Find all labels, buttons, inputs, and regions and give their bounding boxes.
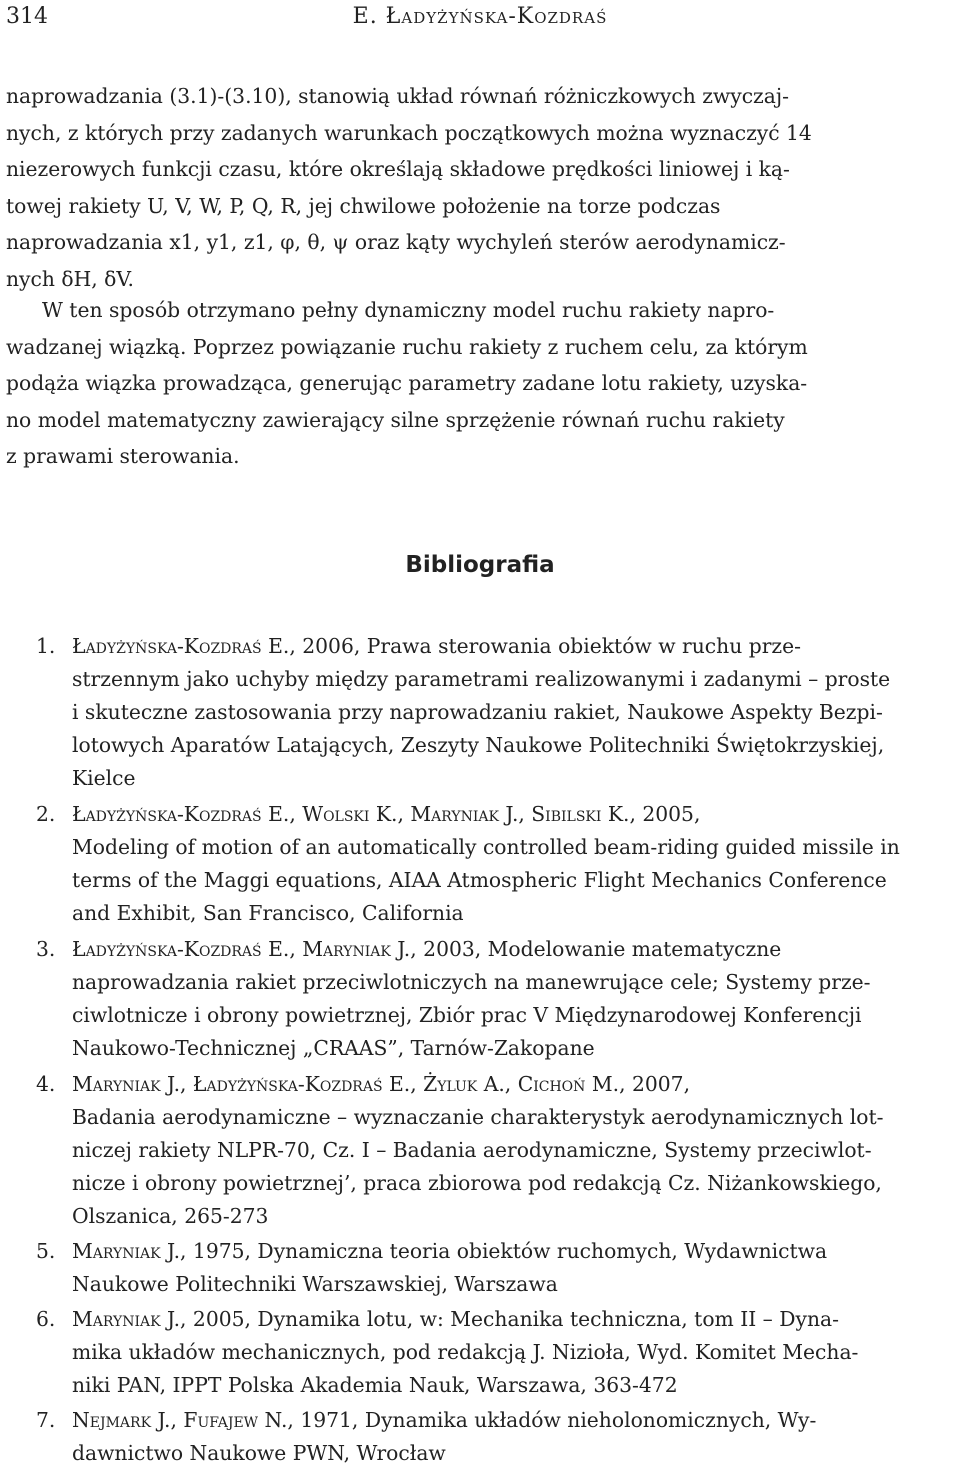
reference-text: Modeling of motion of an automatically controlled beam-riding guided missile in [72, 835, 900, 859]
text-line: z prawami sterowania. [6, 444, 240, 469]
text-line: towej rakiety U, V, W, P, Q, R, jej chwilowe położenie na torze podczas [6, 193, 721, 218]
reference-text: ciwlotnicze i obrony powietrznej, Zbiór prac V Międzynarodowej Konferencji [72, 1003, 862, 1027]
reference-text: naprowadzania rakiet przeciwlotniczych na manewrujące cele; Systemy prze- [72, 970, 871, 994]
text-line: W ten sposób otrzymano pełny dynamiczny model ruchu rakiety napro- [42, 298, 775, 322]
reference-text: dawnictwo Naukowe PWN, Wrocław [72, 1441, 446, 1465]
reference-text: nicze i obrony powietrznej’, praca zbiorowa pod redakcją Cz. Niżankowskiego, [72, 1171, 882, 1195]
reference-text: , 2003, Modelowanie matematyczne [410, 937, 782, 961]
bibliography-heading: Bibliografia [405, 552, 555, 578]
text-line: nych, z których przy zadanych warunkach początkowych można wyznaczyć 14 [6, 120, 812, 145]
text-line: nych δH, δV. [6, 266, 134, 291]
page-header [0, 0, 960, 40]
reference-text: , 2005, Dynamika lotu, w: Mechanika techniczna, tom II – Dyna- [180, 1307, 839, 1331]
reference-number: 7. [36, 1408, 56, 1432]
reference-number: 2. [36, 802, 56, 826]
reference-text: , 2006, Prawa sterowania obiektów w ruchu prze- [289, 634, 801, 658]
reference-text: and Exhibit, San Francisco, California [72, 901, 464, 925]
reference-item [36, 1068, 960, 1233]
reference-text: niki PAN, IPPT Polska Akademia Nauk, Warszawa, 363-472 [72, 1373, 678, 1397]
reference-text: , 2005, [629, 802, 701, 826]
reference-text: Badania aerodynamiczne – wyznaczanie charakterystyk aerodynamicznych lot- [72, 1105, 884, 1129]
text-line: niezerowych funkcji czasu, które określają składowe prędkości liniowej i ką- [6, 157, 790, 182]
reference-authors: Maryniak J., Ładyżyńska-Kozdraś E., Żyluk A., Cichoń M. [72, 1072, 620, 1096]
reference-authors: Ładyżyńska-Kozdraś E. [72, 634, 290, 658]
reference-number: 6. [36, 1307, 56, 1331]
text-line: wadzanej wiązką. Poprzez powiązanie ruchu rakiety z ruchem celu, za którym [6, 334, 808, 359]
reference-item [36, 630, 960, 795]
reference-item [36, 1404, 960, 1470]
reference-item [36, 1303, 960, 1402]
reference-text: mika układów mechanicznych, pod redakcją J. Nizioła, Wyd. Komitet Mecha- [72, 1340, 859, 1364]
text-line: no model matematyczny zawierający silne sprzężenie równań ruchu rakiety [6, 407, 785, 432]
reference-authors: Nejmark J., Fufajew N. [72, 1408, 288, 1432]
reference-text: Naukowe Politechniki Warszawskiej, Warszawa [72, 1272, 558, 1296]
reference-text: terms of the Maggi equations, AIAA Atmospheric Flight Mechanics Conference [72, 868, 887, 892]
running-header-author: E. Ładyżyńska-Kozdraś [352, 4, 608, 29]
reference-authors: Ładyżyńska-Kozdraś E., Maryniak J. [72, 937, 411, 961]
reference-text: strzennym jako uchyby między parametrami realizowanymi i zadanymi – proste [72, 667, 891, 691]
body-paragraph-1 [6, 78, 956, 298]
reference-authors: Ładyżyńska-Kozdraś E., Wolski K., Maryniak J., Sibilski K. [72, 802, 630, 826]
body-paragraph-2 [6, 292, 956, 475]
reference-authors: Maryniak J. [72, 1239, 181, 1263]
reference-text: i skuteczne zastosowania przy naprowadzaniu rakiet, Naukowe Aspekty Bezpi- [72, 700, 883, 724]
text-line: naprowadzania (3.1)-(3.10), stanowią układ równań różniczkowych zwyczaj- [6, 84, 789, 108]
text-line: naprowadzania x1, y1, z1, φ, θ, ψ oraz kąty wychyleń sterów aerodynamicz- [6, 230, 786, 255]
reference-item [36, 1235, 960, 1301]
reference-number: 4. [36, 1072, 56, 1096]
page-number: 314 [6, 4, 48, 29]
reference-text: niczej rakiety NLPR-70, Cz. I – Badania aerodynamiczne, Systemy przeciwlot- [72, 1138, 872, 1162]
reference-number: 3. [36, 937, 56, 961]
reference-text: , 2007, [619, 1072, 691, 1096]
reference-authors: Maryniak J. [72, 1307, 181, 1331]
reference-number: 1. [36, 634, 56, 658]
reference-text: Olszanica, 265-273 [72, 1204, 269, 1228]
reference-text: Kielce [72, 766, 136, 790]
reference-text: lotowych Aparatów Latających, Zeszyty Naukowe Politechniki Świętokrzyskiej, [72, 733, 885, 757]
reference-text: , 1971, Dynamika układów nieholonomicznych, Wy- [287, 1408, 817, 1432]
reference-item [36, 798, 960, 930]
reference-number: 5. [36, 1239, 56, 1263]
reference-text: , 1975, Dynamiczna teoria obiektów ruchomych, Wydawnictwa [180, 1239, 828, 1263]
text-line: podąża wiązka prowadząca, generując parametry zadane lotu rakiety, uzyska- [6, 371, 808, 396]
reference-text: Naukowo-Technicznej „CRAAS”, Tarnów-Zakopane [72, 1036, 595, 1060]
reference-item [36, 933, 960, 1065]
